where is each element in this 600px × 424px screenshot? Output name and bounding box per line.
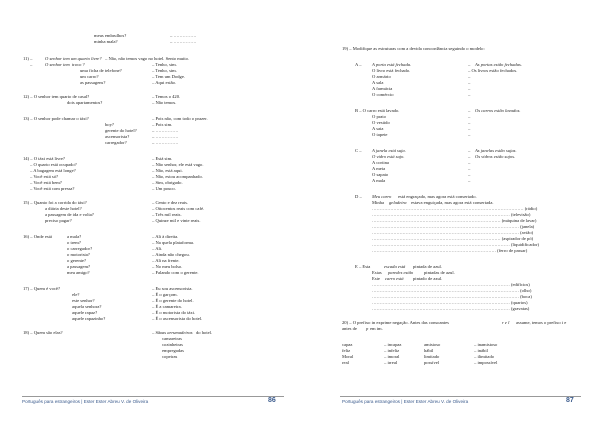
text-segment: O comércio [372,92,394,97]
text-segment: A saia [372,126,384,131]
text-segment: – É o gerente do hotel. [152,298,194,303]
text-segment: assume, temos o prefixo i e [516,320,567,325]
text-segment: Minha [372,200,384,205]
text-segment: – [468,92,471,97]
text-segment: – Três mil reais. [152,212,182,217]
text-segment: – infeliz [384,348,400,353]
text-segment: 17) – Quem é você? [23,286,60,291]
text-segment: ………………………………………………………………………… (máquina de lavar) [372,218,537,223]
text-segment: Moral [342,354,354,359]
text-segment: …………………………………………………………………………………… (olho) [372,288,532,293]
text-segment: A sala [372,80,384,85]
text-segment: – inamistoso [474,342,498,347]
text-segment: A cortina [372,160,389,165]
text-segment: B – O carro está lavado. [355,108,400,113]
text-segment: – Falando com o gerente. [152,270,199,275]
text-segment: – Está sim. [152,156,173,161]
text-segment: geladeira [389,200,407,205]
text-segment: – [468,148,471,153]
text-segment: r e l [502,320,510,325]
text-segment: O vidro está sujo. [372,154,405,159]
text-segment: – Você está bem? [30,180,62,185]
text-segment: meus embrulhos? [94,33,127,38]
text-segment: – [468,114,471,119]
text-segment: 11) – [23,56,33,61]
text-segment: carregador? [105,140,127,145]
text-segment: copeiras [162,354,178,359]
text-segment: está engraçado, mas agora está consertado. [398,194,477,199]
text-segment: real [342,360,349,365]
text-segment: – É o garçom. [152,292,178,297]
text-segment: 15) – Quanto foi a corrida do táxi? [23,200,87,205]
text-segment: – [468,154,471,159]
text-segment: aquela senhora? [72,304,102,309]
text-segment: meu amigo? [67,270,90,275]
text-segment: ……………………………………………………………………………… (liquidificador) [372,242,540,247]
text-segment: ……………………………………………………………………………… (edifícios) [372,282,530,287]
text-segment: o gerente? [67,258,87,263]
text-segment: ……………………………………………………………………………… (televisão) [372,212,531,217]
text-segment: ………………………………………………………………………… (aspirador de pó) [372,236,534,241]
text-segment: do hotel. [196,330,213,335]
text-segment: – No meu bolso. [152,264,183,269]
text-segment: As janelas estão sujas. [475,148,517,153]
text-segment: – [468,166,471,171]
text-segment: – É o ascensorista do hotel. [152,316,203,321]
text-segment: A – [355,62,362,67]
text-segment: – [468,80,471,85]
text-segment: – Quinze mil e vinte reais. [152,218,201,223]
text-segment: ……………………………………………………………………………… (gravatas) [372,306,530,311]
text-segment: – Tenho, sim. [152,62,177,67]
text-segment: – São [152,330,163,335]
text-segment: a diária deste hotel? [45,206,82,211]
text-segment: a passagem de ida e volta? [45,212,94,217]
text-segment: – Não, está aqui. [152,168,183,173]
text-segment: ……………………………………………………………………… (ferro de passar) [372,248,528,253]
text-segment: a passagem? [67,264,91,269]
text-segment: As portas estão fechadas. [475,62,522,67]
text-segment: – irreal [384,360,398,365]
text-segment: – [468,172,471,177]
text-segment: – É o motorista do táxi. [152,310,196,315]
text-segment: – Eu sou ascensorista. [152,286,193,291]
right-footer-text: Português para estrangeiros | Ester Ester Abreu V. de Oliveira [342,399,469,404]
text-segment: – [468,74,471,79]
text-segment: D – [355,194,362,199]
text-segment: – Não temos. [152,100,177,105]
text-segment: a mala? [67,234,82,239]
text-segment: – Sim, obrigado. [152,180,183,185]
text-segment: p [366,326,369,331]
text-segment: – Tenho, sim. [152,68,177,73]
text-segment: ……………………………………………………………………………………… (rádio) [372,206,538,211]
text-segment: Os carros estão lavados. [475,108,521,113]
text-segment: …………………………………………………………………………………… (avião) [372,230,534,235]
text-segment: O senhor tem um quarto livre? [45,56,102,61]
text-segment: – Não, não temos vago no hotel. Sento muito. [105,56,190,61]
text-segment: – [468,120,471,125]
text-segment: A porta está fechada. [372,62,412,67]
text-segment: O prato [372,114,386,119]
text-segment: – …………… [152,134,179,139]
text-segment: – [468,126,471,131]
text-segment: – impossível [474,360,498,365]
text-segment: – [30,62,33,67]
text-segment: – incapaz [384,342,402,347]
text-segment: O tapete [372,132,388,137]
text-segment: boy? [105,122,114,127]
text-segment: – [468,178,471,183]
text-segment: possível [424,360,440,365]
text-segment: – Ali na frente. [152,258,180,263]
left-footer-text: Português para estrangeiros | Ester Ester Abreu V. de Oliveira [22,399,149,404]
text-segment: – …………… [170,33,197,38]
text-segment: – inábil [474,348,488,353]
text-segment: – Não, estou acompanhado. [152,174,203,179]
text-segment: O sapato [372,172,389,177]
text-segment: estava enguiçada, mas agora está consertada. [411,200,494,205]
text-segment: O livro está fechado. [372,68,411,73]
text-segment: …………………………………………………………………………………… (boca) [372,294,532,299]
text-segment: – …………… [152,128,179,133]
text-segment: cozinheiras [162,342,183,347]
text-segment: 18) – Quem são elas? [23,330,63,335]
text-segment: troco ? [72,62,85,67]
text-segment: – ilimitado [474,354,495,359]
text-segment: um carro? [80,74,99,79]
text-segment: pintada de azul. [413,264,442,269]
text-segment: – Você está com pressa? [30,186,75,191]
text-segment: pintadas de azul. [424,270,455,275]
text-segment: pintado de azul. [413,276,443,281]
left-footer-rule [22,396,284,397]
text-segment: A farmácia [372,86,393,91]
text-segment: – Os livros estão fechados. [468,68,518,73]
text-segment: paredes estão [388,270,414,275]
right-page-number: 87 [566,397,574,404]
text-segment: 19) – Modifique as estruturas com a devida concordância seguindo o modelo: [342,46,485,51]
text-segment: limitado [424,354,440,359]
text-segment: dois apartamentos? [67,100,103,105]
text-segment: Estas [372,270,382,275]
text-segment: – …………… [170,39,197,44]
text-segment: camareiras [162,336,182,341]
text-segment: aquele rapazinho? [72,316,106,321]
text-segment: antes de [342,326,357,331]
text-segment: as arrumadeiras [162,330,193,335]
text-segment: – Um pouco. [152,186,176,191]
text-segment: C – [355,148,362,153]
text-segment: ……………………………………………………………………………… (quartos) [372,300,528,305]
text-segment: O senhor tem [45,62,70,67]
text-segment: o carregador? [67,246,93,251]
text-segment: em im. [370,326,383,331]
text-segment: Meu carro [372,194,392,199]
text-segment: – O quarto está ocupado? [30,162,77,167]
text-segment: o trem? [67,240,81,245]
text-segment: A mala [372,178,386,183]
text-segment: – Temos o 420. [152,94,181,99]
text-segment: aquele rapaz? [72,310,98,315]
text-segment: O armário [372,74,391,79]
text-segment: 16) – Onde está [23,234,52,239]
text-segment: preciso pagar? [45,218,72,223]
text-segment: …………………………………………………………………………………… (janela) [372,224,535,229]
text-segment: as passagens? [80,80,106,85]
text-segment: – [468,132,471,137]
text-segment: – Ali à direita. [152,234,179,239]
text-segment: – [468,160,471,165]
text-segment: – Ainda não chegou. [152,252,190,257]
text-segment: A meia [372,166,386,171]
text-segment: ele? [72,292,80,297]
text-segment: – Oitocentos reais com café. [152,206,205,211]
text-segment: uma ficha de telefone? [80,68,122,73]
text-segment: capaz [342,342,353,347]
text-segment: empregadas [162,348,184,353]
text-segment: feliz [342,348,351,353]
text-segment: – Aqui estão. [152,80,177,85]
text-segment: – [468,108,471,113]
text-segment: Os vidros estão sujos. [475,154,516,159]
text-segment: 14) – O táxi está livre? [23,156,65,161]
text-segment: 20) – O prefixo in exprime negação. Antes das consoantes [342,320,449,325]
text-segment: – Ali. [152,246,163,251]
text-segment: ascensorista? [105,134,130,139]
text-segment: – Você está só? [30,174,59,179]
text-segment: este senhor? [72,298,95,303]
text-segment: 13) – O senhor pode chamar o táxi? [23,116,89,121]
text-segment: o motorista? [67,252,90,257]
text-segment: gerente do hotel? [105,128,137,133]
right-footer-rule [340,396,581,397]
text-segment: amistoso [424,342,441,347]
text-segment: – Cento e dez reais. [152,200,189,205]
text-segment: 12) – O senhor tem quarto de casal? [23,94,90,99]
text-segment: – Tem um Dodge. [152,74,186,79]
text-segment: – …………… [152,140,179,145]
text-segment: escada está [384,264,406,269]
text-segment: minha mala? [94,39,118,44]
text-segment: A janela está suja. [372,148,406,153]
text-segment: – A bagagem está longe? [30,168,76,173]
text-segment: carro está [385,276,404,281]
text-segment: – [468,86,471,91]
text-segment: – É a camareira. [152,304,182,309]
text-segment: – [468,62,471,67]
text-segment: O vestido [372,120,390,125]
text-segment: – Pois não, com todo o prazer. [152,116,208,121]
left-page-number: 86 [268,397,276,404]
text-segment: E – Esta [355,264,371,269]
text-segment: – Não senhor, ele está vago. [152,162,204,167]
text-segment: – imoral [384,354,400,359]
text-segment: hábil [424,348,434,353]
text-segment: – Na quela plataforma. [152,240,195,245]
text-segment: – Pois sim. [152,122,173,127]
text-segment: Este [372,276,380,281]
